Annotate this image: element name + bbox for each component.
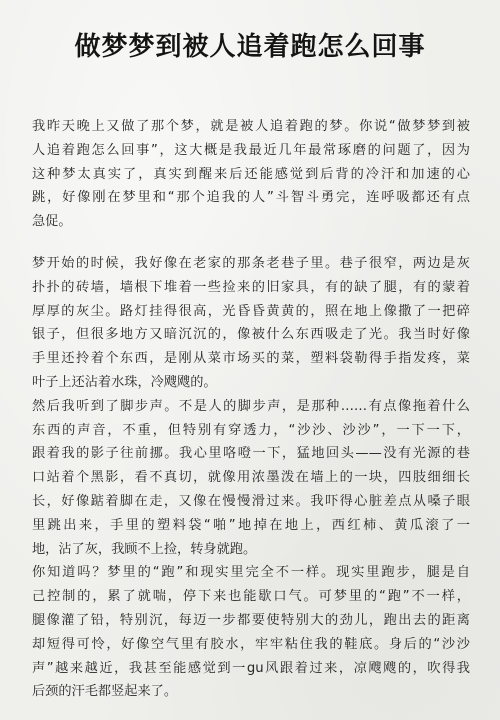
text-line: 口站着个黑影，看不真切，就像用浓墨泼在墙上的一块，四肢细细长 bbox=[32, 470, 470, 486]
text-line: 人追着跑怎么回事”，这大概是我最近几年最常琢磨的问题了，因为 bbox=[32, 142, 470, 158]
text-line: 声”越来越近，我甚至能感觉到一gu风跟着过来，凉飕飕的，吹得我 bbox=[32, 660, 470, 676]
text-line: 银子，但很多地方又暗沉沉的，像被什么东西吸走了光。我当时好像 bbox=[32, 327, 470, 343]
text-line: 却短得可怜，好像空气里有胶水，牢牢粘住我的鞋底。身后的“沙沙 bbox=[32, 636, 470, 652]
text-line: 厚厚的灰尘。路灯挂得很高，光昏昏黄黄的，照在地上像撒了一把碎 bbox=[32, 303, 470, 319]
text-line: 跳，好像刚在梦里和“那个追我的人”斗智斗勇完，连呼吸都还有点 bbox=[32, 190, 470, 206]
text-line: 跟着我的影子往前挪。我心里咯噔一下，猛地回头——没有光源的巷 bbox=[32, 446, 470, 462]
paragraph-2 bbox=[32, 252, 470, 704]
text-line: 己控制的，累了就喘，停下来也能歇口气。可梦里的“跑”不一样， bbox=[32, 589, 470, 605]
text-line: 你知道吗？梦里的“跑”和现实里完全不一样。现实里跑步，腿是自 bbox=[32, 565, 470, 581]
text-line: 然后我听到了脚步声。不是人的脚步声，是那种……有点像拖着什么 bbox=[32, 398, 470, 414]
text-line: 我昨天晚上又做了那个梦，就是被人追着跑的梦。你说“做梦梦到被 bbox=[32, 119, 470, 134]
text-line: 手里还拎着个东西，是刚从菜市场买的菜，塑料袋勒得手指发疼，菜 bbox=[32, 351, 470, 367]
paragraph-gap bbox=[32, 234, 470, 252]
text-line: 里跳出来，手里的塑料袋“啪”地掉在地上，西红柿、黄瓜滚了一 bbox=[32, 517, 470, 533]
paragraph-1 bbox=[32, 115, 470, 234]
text-line: 急促。 bbox=[32, 214, 72, 230]
text-line: 腿像灌了铅，特别沉，每迈一步都要使特别大的劲儿，跑出去的距离 bbox=[32, 612, 470, 628]
text-line: 长，好像踮着脚在走，又像在慢慢滑过来。我吓得心脏差点从嗓子眼 bbox=[32, 493, 470, 509]
text-line: 梦开始的时候，我好像在老家的那条老巷子里。巷子很窄，两边是灰 bbox=[32, 255, 470, 271]
article-body bbox=[32, 115, 470, 704]
text-line: 地，沾了灰，我顾不上捡，转身就跑。 bbox=[32, 541, 257, 557]
page-title: 做梦梦到被人追着跑怎么回事 bbox=[74, 32, 426, 62]
text-line: 扑扑的砖墙，墙根下堆着一些捡来的旧家具，有的缺了腿，有的蒙着 bbox=[32, 279, 470, 295]
text-line: 东西的声音，不重，但特别有穿透力，“沙沙、沙沙”，一下一下， bbox=[32, 422, 470, 438]
text-line: 这种梦太真实了，真实到醒来后还能感觉到后背的冷汗和加速的心 bbox=[32, 166, 470, 182]
text-line: 叶子上还沾着水珠，冷飕飕的。 bbox=[32, 374, 217, 390]
text-line: 后颈的汗毛都竖起来了。 bbox=[32, 684, 178, 700]
